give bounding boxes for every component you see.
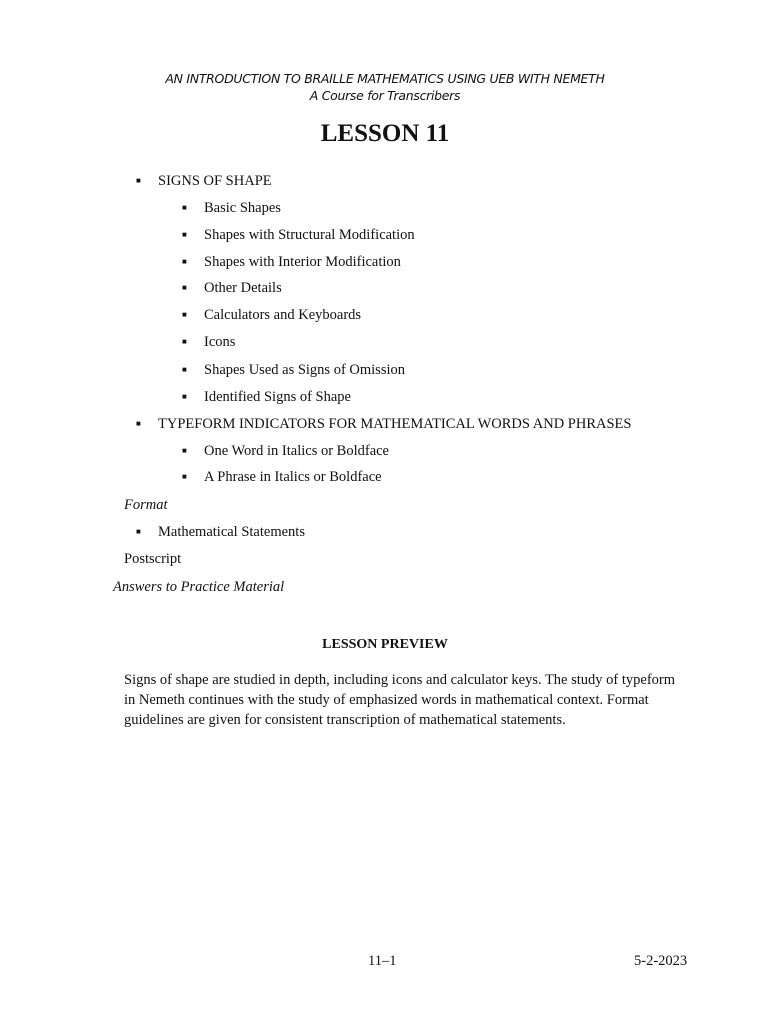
bullet-icon: ■	[182, 337, 187, 346]
bullet-icon: ■	[182, 472, 187, 481]
bullet-icon: ■	[182, 446, 187, 455]
course-subtitle: A Course for Transcribers	[309, 88, 461, 103]
course-series-title: AN INTRODUCTION TO BRAILLE MATHEMATICS USING UEB WITH NEMETH	[165, 71, 605, 86]
bullet-icon: ■	[182, 230, 187, 239]
preview-line: guidelines are given for consistent transcription of mathematical statements.	[124, 712, 566, 728]
bullet-icon: ■	[182, 283, 187, 292]
outline-subitem: A Phrase in Italics or Boldface	[204, 469, 382, 485]
bullet-icon: ■	[182, 365, 187, 374]
lesson-preview-heading: LESSON PREVIEW	[322, 637, 448, 652]
outline-section-answers: Answers to Practice Material	[113, 579, 285, 595]
outline-subitem: Identified Signs of Shape	[204, 389, 351, 405]
outline-subitem: Mathematical Statements	[158, 524, 305, 540]
outline-section-signs-of-shape: SIGNS OF SHAPE	[158, 173, 272, 189]
preview-line: Signs of shape are studied in depth, including icons and calculator keys. The study of typeform	[124, 672, 676, 688]
outline-section-typeform: TYPEFORM INDICATORS FOR MATHEMATICAL WORDS AND PHRASES	[158, 416, 632, 432]
outline-subitem: Shapes Used as Signs of Omission	[204, 362, 405, 378]
lesson-preview-body	[124, 670, 714, 730]
outline-subitem: Shapes with Interior Modification	[204, 254, 401, 270]
bullet-icon: ■	[136, 527, 141, 536]
bullet-icon: ■	[136, 176, 141, 185]
outline-subitem: Other Details	[204, 280, 282, 296]
bullet-icon: ■	[182, 203, 187, 212]
bullet-icon: ■	[136, 419, 141, 428]
outline-subitem: Calculators and Keyboards	[204, 307, 362, 323]
outline-subitem: Basic Shapes	[204, 200, 281, 216]
outline-subitem: Shapes with Structural Modification	[204, 227, 415, 243]
page-number: 11–1	[368, 953, 397, 969]
lesson-title: LESSON 11	[320, 120, 450, 147]
bullet-icon: ■	[182, 392, 187, 401]
bullet-icon: ■	[182, 257, 187, 266]
revision-date: 5-2-2023	[634, 953, 688, 969]
bullet-icon: ■	[182, 310, 187, 319]
outline-subitem: Icons	[204, 334, 236, 350]
document-header	[0, 70, 770, 104]
outline-section-postscript: Postscript	[124, 551, 182, 567]
outline-section-format: Format	[124, 497, 168, 513]
outline-subitem: One Word in Italics or Boldface	[204, 443, 389, 459]
preview-line: in Nemeth continues with the study of emphasized words in mathematical context. Format	[124, 692, 649, 708]
